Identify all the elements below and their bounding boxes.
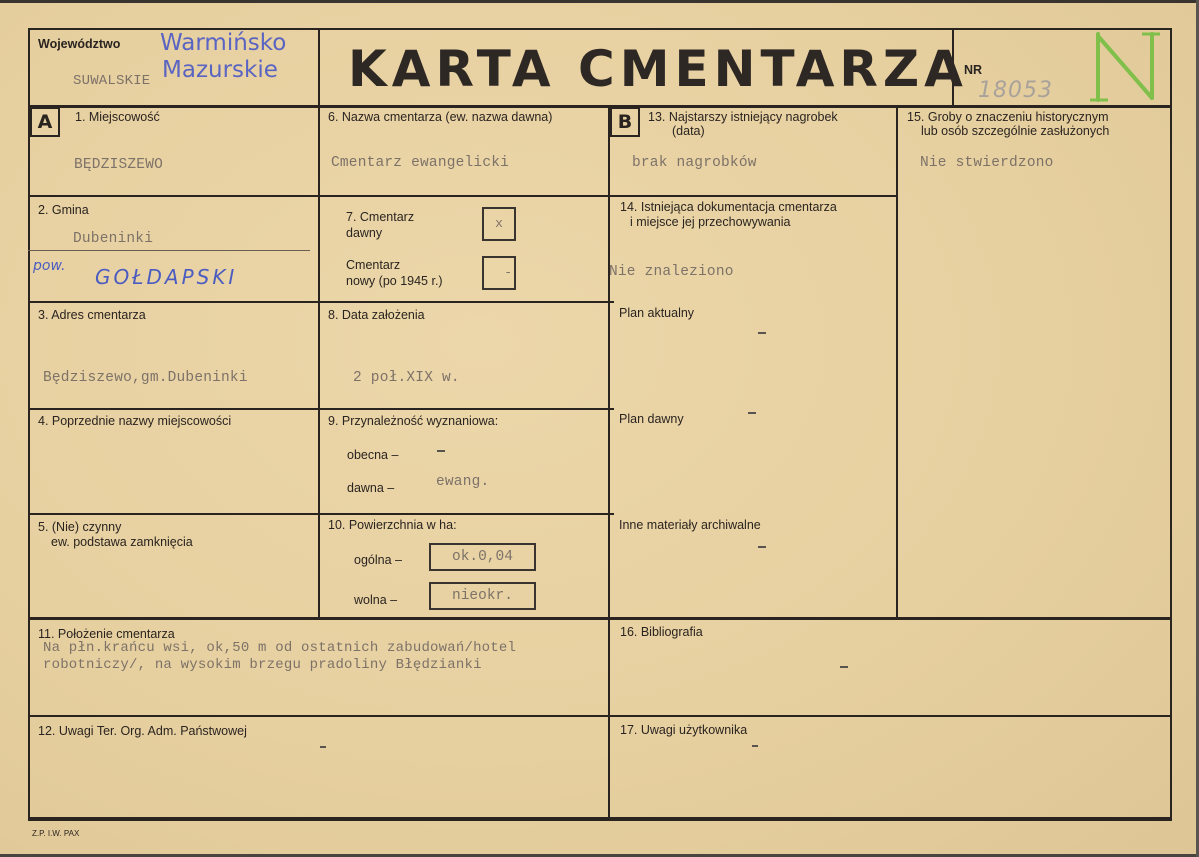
card-edge-top (0, 0, 1199, 3)
field-3-value[interactable]: Będziszewo,gm.Dubeninki (43, 370, 248, 386)
field-10-label: 10. Powierzchnia w ha: (328, 518, 457, 532)
field-15-value[interactable]: Nie stwierdzono (920, 155, 1054, 171)
field-9-label: 9. Przynależność wyznaniowa: (328, 414, 499, 428)
field-10-free-label: wolna – (354, 593, 398, 607)
field-11-value-line1[interactable]: Na płn.krańcu wsi, ok,50 m od ostatnich zabudowań/hotel (43, 640, 517, 656)
field-14-value[interactable]: Nie znaleziono (609, 264, 734, 280)
field-11-label: 11. Położenie cmentarza (38, 627, 175, 641)
b-tick-2 (600, 408, 614, 410)
corner-mark-n-icon (1090, 30, 1162, 104)
current-plan-label: Plan aktualny (619, 306, 695, 320)
row-divider-1 (28, 195, 608, 197)
field-14-label-line1: 14. Istniejąca dokumentacja cmentarza (620, 200, 837, 214)
field-9-former-value[interactable]: ewang. (436, 474, 490, 490)
field-5-label-line2: ew. podstawa zamknięcia (51, 535, 193, 549)
header-divider-1 (318, 28, 320, 108)
field-6-value[interactable]: Cmentarz ewangelicki (331, 155, 510, 171)
field-7-new-label-line1: Cmentarz (346, 258, 401, 272)
field-1-label: 1. Miejscowość (75, 110, 160, 124)
field-6-label: 6. Nazwa cmentarza (ew. nazwa dawna) (328, 110, 553, 124)
old-plan-value[interactable] (748, 412, 756, 414)
field-9-former-label: dawna – (347, 481, 395, 495)
row-divider-5 (28, 617, 1172, 620)
field-1-value[interactable]: BĘDZISZEWO (74, 157, 164, 173)
county-value[interactable]: GOŁDAPSKI (95, 265, 238, 289)
field-7-old-label-line1: 7. Cmentarz (346, 210, 415, 224)
field-8-value[interactable]: 2 poł.XIX w. (353, 370, 460, 386)
voivodeship-stamp-line1: Warmińsko (160, 30, 287, 56)
old-cemetery-checkbox[interactable]: x (482, 207, 516, 241)
field-9-current-label: obecna – (347, 448, 399, 462)
field-8-label: 8. Data założenia (328, 308, 425, 322)
field-11-value-line2[interactable]: robotniczy/, na wysokim brzegu pradoliny Błędzianki (43, 657, 482, 673)
field-4-label: 4. Poprzednie nazwy miejscowości (38, 414, 232, 428)
field-10-total-value[interactable]: ok.0,04 (429, 543, 536, 571)
section-b-badge: B (610, 107, 640, 137)
row-divider-4 (28, 513, 608, 515)
voivodeship-label: Województwo (38, 37, 121, 51)
field-16-value[interactable] (840, 666, 848, 668)
field-15-label-line2: lub osób szczególnie zasłużonych (921, 124, 1110, 138)
section-a-badge: A (30, 107, 60, 137)
row-divider-6 (28, 715, 1172, 717)
field-17-label: 17. Uwagi użytkownika (620, 723, 748, 737)
field-12-label: 12. Uwagi Ter. Org. Adm. Państwowej (38, 724, 247, 738)
field-7-new-label-line2: nowy (po 1945 r.) (346, 274, 443, 288)
gmina-underline (28, 250, 310, 251)
nr-label: NR (964, 63, 983, 77)
col-divider-ab (608, 105, 610, 817)
field-12-value[interactable] (320, 746, 326, 748)
b-row-divider-1 (608, 195, 896, 197)
field-5-label-line1 (38, 520, 121, 534)
col-divider-b (896, 105, 898, 619)
main-frame (28, 105, 1172, 821)
printer-mark: Z.P. I.W. PAX (32, 829, 80, 838)
row-divider-3 (28, 408, 608, 410)
field-10-total-label: ogólna – (354, 553, 402, 567)
field-13-value[interactable]: brak nagrobków (632, 155, 757, 171)
field-3-label: 3. Adres cmentarza (38, 308, 146, 322)
card-title: KARTA CMENTARZA (348, 40, 968, 98)
voivodeship-typed-value: SUWALSKIE (73, 73, 151, 89)
county-prefix: pow. (33, 258, 66, 274)
field-5-label-line1-text: 5. (Nie) czynny (38, 520, 122, 534)
col-divider-a (318, 105, 320, 619)
field-17-value[interactable] (752, 745, 758, 747)
voivodeship-stamp-line2: Mazurskie (162, 57, 278, 83)
row-divider-2 (28, 301, 608, 303)
other-materials-label: Inne materiały archiwalne (619, 518, 761, 532)
field-16-label: 16. Bibliografia (620, 625, 703, 639)
b-tick-1 (600, 301, 614, 303)
field-2-value[interactable]: Dubeninki (73, 231, 154, 247)
field-7-old-label-line2: dawny (346, 226, 383, 240)
field-13-label-line1: 13. Najstarszy istniejący nagrobek (648, 110, 838, 124)
main-frame-bottom-bold (28, 817, 1172, 820)
field-14-label-line2: i miejsce jej przechowywania (630, 215, 791, 229)
b-tick-3 (600, 513, 614, 515)
current-plan-value[interactable] (758, 332, 766, 334)
new-cemetery-checkbox[interactable]: - (482, 256, 516, 290)
field-15-label-line1: 15. Groby o znaczeniu historycznym (907, 110, 1109, 124)
field-13-label-line2: (data) (672, 124, 705, 138)
field-10-free-value[interactable]: nieokr. (429, 582, 536, 610)
old-plan-label: Plan dawny (619, 412, 684, 426)
field-2-label: 2. Gmina (38, 203, 89, 217)
other-materials-value[interactable] (758, 546, 766, 548)
field-9-current-value[interactable] (437, 450, 445, 452)
nr-value: 18053 (978, 78, 1053, 103)
